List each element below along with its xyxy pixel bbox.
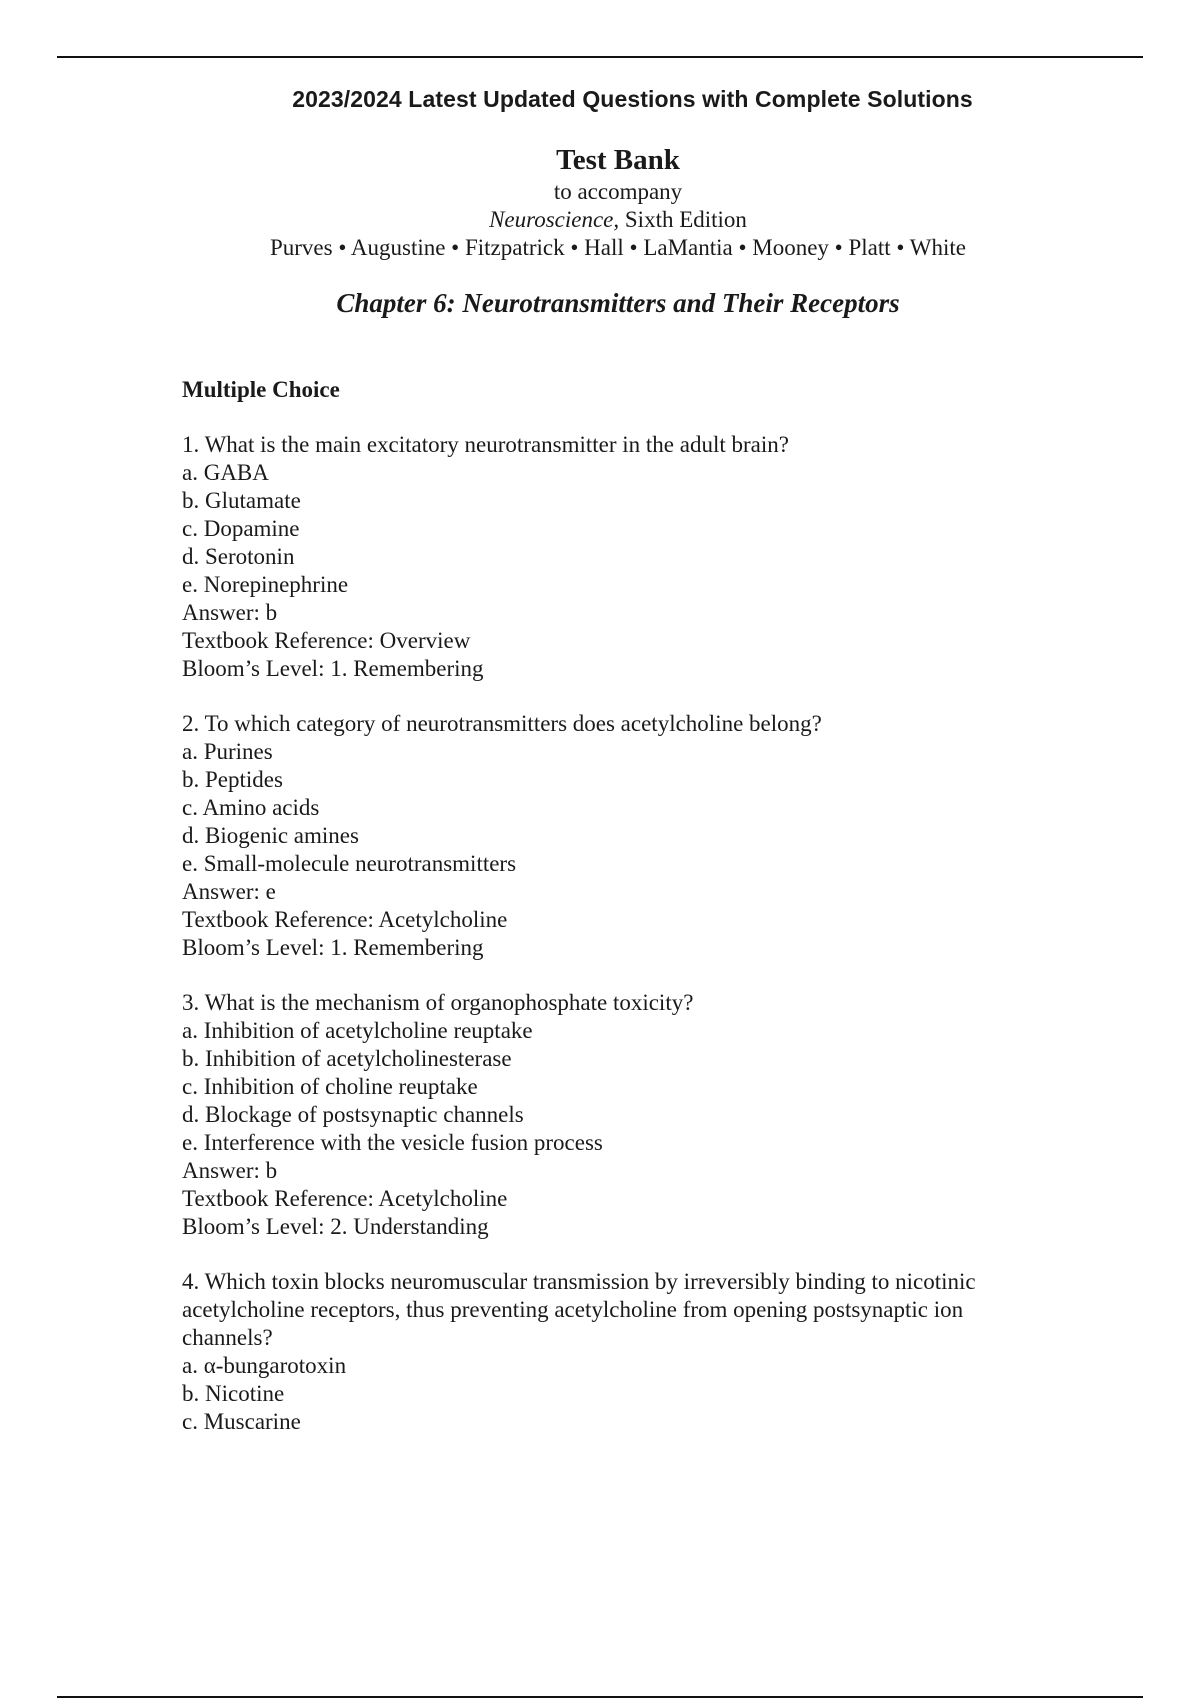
option-b: b. Glutamate <box>182 488 301 513</box>
question-4 <box>182 1268 1042 1436</box>
question-text-line-1: 4. Which toxin blocks neuromuscular transmission by irreversibly binding to nicotinic <box>182 1269 976 1294</box>
blooms-level: Bloom’s Level: 1. Remembering <box>182 935 484 960</box>
question-text: 3. What is the mechanism of organophosphate toxicity? <box>182 990 694 1015</box>
question-content <box>182 376 1042 1463</box>
top-rule <box>57 56 1143 58</box>
option-b: b. Inhibition of acetylcholinesterase <box>182 1046 512 1071</box>
option-b: b. Peptides <box>182 767 283 792</box>
test-bank-title: Test Bank <box>556 144 680 176</box>
edition: Sixth Edition <box>619 207 747 232</box>
authors-line: Purves • Augustine • Fitzpatrick • Hall • LaMantia • Mooney • Platt • White <box>269 235 966 260</box>
option-d: d. Serotonin <box>182 544 295 569</box>
book-title: Neuroscience, <box>489 207 620 232</box>
accompany-line: to accompany <box>553 179 683 204</box>
option-a: a. GABA <box>182 460 269 485</box>
option-a: a. Inhibition of acetylcholine reuptake <box>182 1018 533 1043</box>
bottom-rule <box>57 1696 1143 1698</box>
question-text-line-3: channels? <box>182 1325 273 1350</box>
chapter-title: Chapter 6: Neurotransmitters and Their Receptors <box>336 288 900 318</box>
book-line <box>0 206 1200 234</box>
option-e: e. Norepinephrine <box>182 572 349 597</box>
textbook-reference: Textbook Reference: Acetylcholine <box>182 907 508 932</box>
page-banner: 2023/2024 Latest Updated Questions with Complete Solutions <box>292 86 973 112</box>
question-3 <box>182 989 1042 1241</box>
question-text: 1. What is the main excitatory neurotransmitter in the adult brain? <box>182 432 789 457</box>
section-heading: Multiple Choice <box>182 377 340 402</box>
option-c: c. Amino acids <box>182 795 320 820</box>
option-e: e. Interference with the vesicle fusion process <box>182 1130 603 1155</box>
option-c: c. Inhibition of choline reuptake <box>182 1074 478 1099</box>
blooms-level: Bloom’s Level: 2. Understanding <box>182 1214 489 1239</box>
option-e: e. Small-molecule neurotransmitters <box>182 851 517 876</box>
answer: Answer: b <box>182 600 278 625</box>
question-2 <box>182 710 1042 962</box>
answer: Answer: e <box>182 879 276 904</box>
textbook-reference: Textbook Reference: Overview <box>182 628 471 653</box>
answer: Answer: b <box>182 1158 278 1183</box>
option-b: b. Nicotine <box>182 1381 285 1406</box>
title-block <box>0 142 1200 262</box>
question-1 <box>182 431 1042 683</box>
question-text-line-2: acetylcholine receptors, thus preventing acetylcholine from opening postsynaptic ion <box>182 1297 964 1322</box>
option-a: a. α-bungarotoxin <box>182 1353 347 1378</box>
blooms-level: Bloom’s Level: 1. Remembering <box>182 656 484 681</box>
option-a: a. Purines <box>182 739 273 764</box>
option-d: d. Blockage of postsynaptic channels <box>182 1102 524 1127</box>
question-text: 2. To which category of neurotransmitters does acetylcholine belong? <box>182 711 822 736</box>
option-c: c. Dopamine <box>182 516 300 541</box>
option-c: c. Muscarine <box>182 1409 301 1434</box>
textbook-reference: Textbook Reference: Acetylcholine <box>182 1186 508 1211</box>
option-d: d. Biogenic amines <box>182 823 359 848</box>
